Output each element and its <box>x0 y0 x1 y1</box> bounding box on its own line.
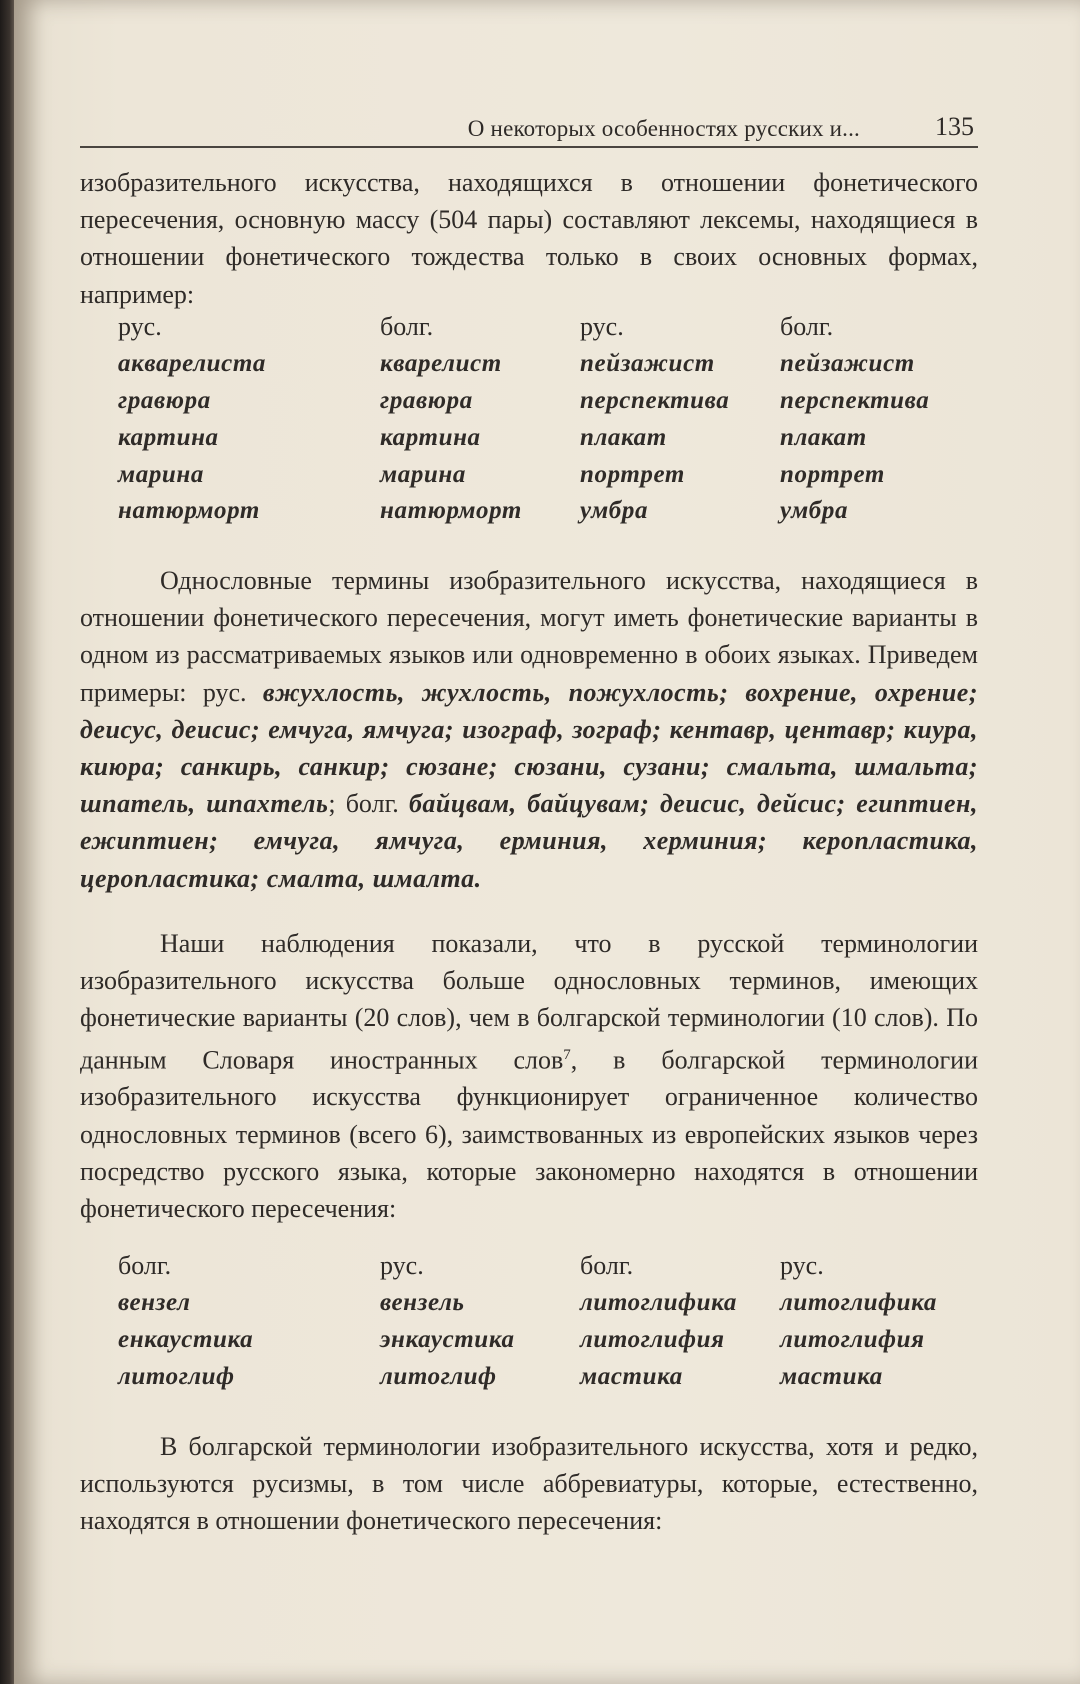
footnote-marker: 7 <box>563 1046 571 1063</box>
table-cell: натюрморт <box>118 497 260 525</box>
russian-examples: вжухлость, жухлость, пожухлость; вохрение, охрение; деисус, деисис; емчуга, ямчуга; изограф, зограф; кентавр, центавр; киура, киюра; санкирь, санкир; сюзане; сюзани, сузани; смальта, шмальта; шпатель, шпахтель <box>80 677 978 819</box>
column-header: болг. <box>380 312 434 342</box>
table-cell: вензел <box>118 1289 191 1317</box>
table-row <box>118 1285 980 1322</box>
table-row <box>118 493 980 530</box>
table-cell: портрет <box>780 460 885 488</box>
table-cell: перспектива <box>780 386 930 414</box>
table-cell: гравюра <box>118 386 211 414</box>
table-cell: умбра <box>580 497 649 525</box>
table-cell: литоглиф <box>380 1362 497 1390</box>
table-row <box>118 346 980 383</box>
table-cell: пейзажист <box>780 350 915 378</box>
column-header: рус. <box>380 1251 424 1281</box>
term-table-bulg-rus <box>118 1248 980 1395</box>
table-cell: мастика <box>780 1362 883 1390</box>
table-cell: картина <box>380 423 481 451</box>
table-cell: марина <box>380 460 467 488</box>
table-cell: картина <box>118 423 219 451</box>
table-cell: пейзажист <box>580 350 715 378</box>
page-number: 135 <box>935 112 974 141</box>
paragraph-text: ; болг. <box>328 789 409 819</box>
table-row <box>118 456 980 493</box>
paragraph-intro: изобразительного искусства, находящихся в отношении фонетического пересечения, основную массу (504 пары) составляют лексемы, находящиеся в отношении фонетического тождества только в своих основных формах, например: <box>80 168 978 309</box>
table-cell: перспектива <box>580 386 730 414</box>
term-table-rus-bulg <box>118 309 980 530</box>
table-cell: енкаустика <box>118 1325 254 1353</box>
table-cell: акварелиста <box>118 350 267 378</box>
table-cell: вензель <box>380 1289 465 1317</box>
table-cell: портрет <box>580 460 685 488</box>
column-header: рус. <box>780 1251 824 1281</box>
table-cell: натюрморт <box>380 497 522 525</box>
table-cell: марина <box>118 460 205 488</box>
paragraph-variants <box>80 562 978 897</box>
table-header-row <box>118 309 980 346</box>
table-row <box>118 383 980 420</box>
table-header-row <box>118 1248 980 1285</box>
table-cell: мастика <box>580 1362 683 1390</box>
paragraph-text: , в болгарской терминологии изобразительного искусства функционирует ограниченное количество однословных терминов (всего 6), заимствованных из европейских языков через посредство русского языка, которые закономерно находятся в отношении фонетического пересечения: <box>80 1045 978 1224</box>
running-header <box>80 110 978 148</box>
table-cell: литоглифика <box>780 1289 937 1317</box>
column-header: болг. <box>118 1251 172 1281</box>
table-cell: плакат <box>580 423 667 451</box>
column-header: болг. <box>580 1251 634 1281</box>
table-cell: литоглифия <box>780 1325 925 1353</box>
paragraph-observations <box>80 925 978 1227</box>
table-cell: литоглифика <box>580 1289 737 1317</box>
table-cell: литоглифия <box>580 1325 725 1353</box>
paragraph-rusisms: В болгарской терминологии изобразительного искусства, хотя и редко, используются русизмы, в том числе аббревиатуры, которые, естественно, находятся в отношении фонетического пересечения: <box>80 1432 978 1536</box>
column-header: рус. <box>580 312 624 342</box>
table-cell: литоглиф <box>118 1362 235 1390</box>
paragraph-text: Однословные термины изобразительного искусства, находящиеся в отношении фонетического пересечения, могут иметь фонетические варианты в одном из рассматриваемых языков или одновременно в обоих языках. Приведем примеры: рус. <box>80 566 978 707</box>
table-cell: гравюра <box>380 386 473 414</box>
table-cell: кварелист <box>380 350 502 378</box>
table-cell: умбра <box>780 497 849 525</box>
column-header: болг. <box>780 312 834 342</box>
table-cell: энкаустика <box>380 1325 515 1353</box>
table-row <box>118 419 980 456</box>
column-header: рус. <box>118 312 162 342</box>
running-header-title: О некоторых особенностях русских и... <box>467 116 860 141</box>
paragraph-text: Наши наблюдения показали, что в русской терминологии изобразительного искусства больше однословных терминов, имеющих фонетические варианты (20 слов), чем в болгарской терминологии (10 слов). По данным Словаря иностранных слов <box>80 929 978 1075</box>
table-row <box>118 1322 980 1359</box>
bulgarian-examples: байцвам, байцувам; деисис, дейсис; египтиен, ежиптиен; емчуга, ямчуга, ерминия, херминия; керопластика, церопластика; смалта, шмалта. <box>80 789 978 893</box>
table-row <box>118 1358 980 1395</box>
table-cell: плакат <box>780 423 867 451</box>
